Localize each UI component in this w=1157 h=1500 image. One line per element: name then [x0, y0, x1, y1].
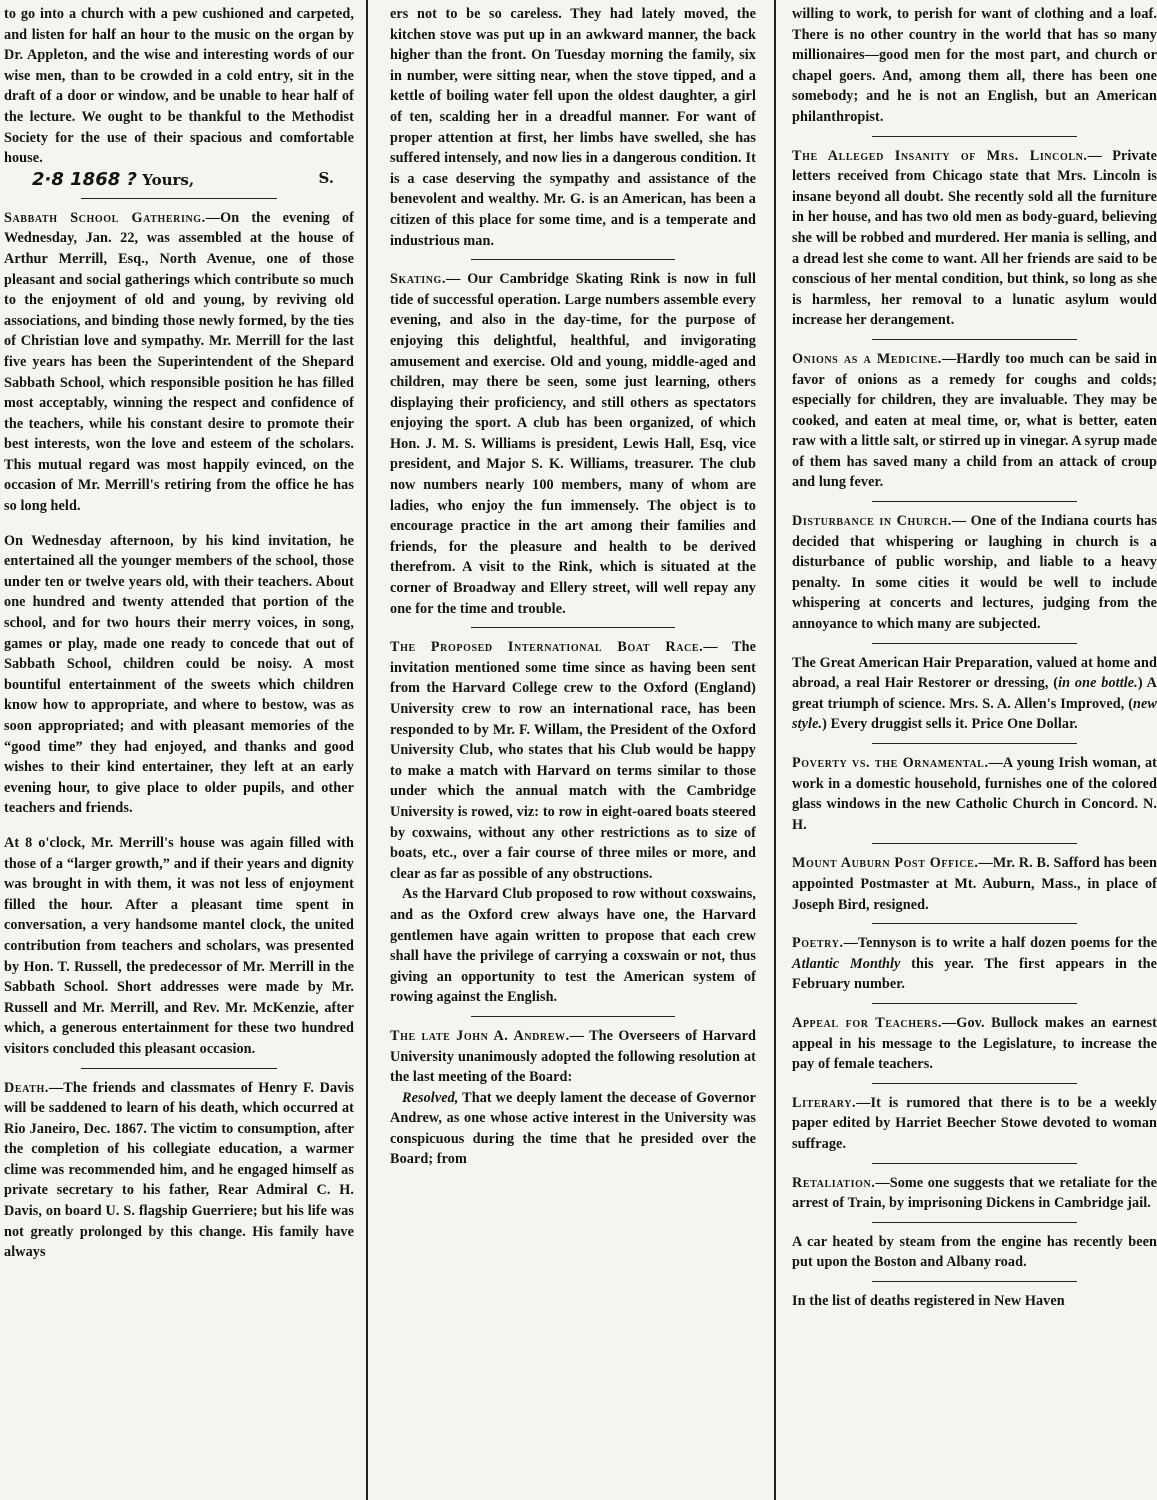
article-heading: Onions as a Medicine.	[792, 350, 942, 367]
article-heading: Retaliation.	[792, 1174, 876, 1191]
article-text: — The Overseers of Harvard University unanimously adopted the following resolution at the last meeting of the Board:	[390, 1027, 756, 1086]
article-separator	[872, 1003, 1076, 1004]
article-text: —A young Irish woman, at work in a domestic household, furnishes one of the colored glass windows in the new Catholic Church in Concord. N. H.	[792, 755, 1157, 833]
article-separator	[471, 259, 676, 260]
article-heading: Sabbath School Gathering.	[4, 209, 206, 226]
signature-line	[4, 169, 354, 190]
article-poetry	[792, 933, 1157, 995]
article-text: At 8 o'clock, Mr. Merrill's house was again filled with those of a “larger growth,” and if their years and dignity was brought in with them, it was not less of enjoyment filled the hour. After a pleasant time spent in conversation, a very handsome mantel clock, the united contribution from teachers and scholars, was presented by Hon. T. Russell, the predecessor of Mr. Merrill in the Sabbath School. Short addresses were made by Mr. Russell and Mr. Merrill, and Rev. Mr. McKenzie, after which, a generous entertainment for these two hundred visitors concluded this pleasant occasion.	[4, 834, 354, 1057]
article-lincoln	[792, 146, 1157, 331]
article-separator	[872, 843, 1076, 844]
article-text: new style.	[792, 695, 1157, 733]
article-text: —Tennyson is to write a half dozen poems for the	[843, 935, 1157, 952]
article-text: —On the evening of Wednesday, Jan. 22, was assembled at the house of Arthur Merrill, Esq., North Avenue, one of those pleasant and social gatherings which contribute so much to the enjoyment of old and young, by reviving old associations, and binding those newly formed, by the ties of Christian love and sympathy. Mr. Merrill for the last five years has been the Superintendent of the Shepard Sabbath School, which responsible position he has filled most acceptably, winning the respect and confidence of the teachers, while his constant desire to promote their best interests, won the love and esteem of the scholars. This mutual regard was most happily evinced, on the occasion of Mr. Merrill's retiring from the office he has so long held.	[4, 209, 354, 515]
article-separator	[872, 1222, 1076, 1223]
column-right	[780, 0, 1157, 1500]
article-separator	[872, 1281, 1076, 1282]
article-text: That we deeply lament the decease of Governor Andrew, as one whose active interest in the University was conspicuous during the time that he presided over the Board; from	[390, 1089, 756, 1168]
article-poverty	[792, 753, 1157, 835]
article-heading: Mount Auburn Post Office.	[792, 855, 979, 872]
article-separator	[872, 1163, 1076, 1164]
article-separator	[872, 643, 1076, 644]
article-skating	[390, 269, 756, 619]
article-text: to go into a church with a pew cushioned and carpeted, and listen for half an hour to the music on the organ by Dr. Appleton, and the wise and interesting words of our wise men, than to be crowded in a cold entry, sit in the draft of a door or window, and be unable to hear half of the lecture. We ought to be thankful to the Methodist Society for the use of their spacious and comfortable house.	[4, 6, 354, 167]
article-separator	[872, 136, 1076, 137]
signature-yours: Yours,	[142, 170, 195, 189]
article-onions	[792, 349, 1157, 493]
article-death	[4, 1078, 354, 1263]
article-retaliation	[792, 1173, 1157, 1214]
article-text: — Our Cambridge Skating Rink is now in full tide of successful operation. Large numbers assemble every evening, and also in the day-time, for the purpose of enjoying this delightful, healthful, and invigorating amusement and exercise. Old and young, middle-aged and children, may there be seen, some just learning, others displaying their proficiency, and still others as spectators enjoying the sport. A club has been organized, of which Hon. J. M. S. Williams is president, Lewis Hall, Esq, vice president, and Major S. K. Williams, treasurer. The club now numbers nearly 100 members, many of whom are ladies, who enjoy the fun immensely. The object is to encourage practice in the art among their families and friends, for the pleasure and health to be derived therefrom. A visit to the Rink, which is situated at the corner of Broadway and Ellery street, will well repay any one for the time and trouble.	[390, 271, 756, 617]
article-separator	[872, 501, 1076, 502]
article-text: — Private letters received from Chicago state that Mrs. Lincoln is insane beyond all doubt. She recently sold all the furniture in her house, and has two old men as body-guard, believing she will be robbed and murdered. Her mania is selling, and a dread lest she come to want. All her friends are said to be conscious of her mental condition, but think, so long as she is harmless, her removal to a lunatic asylum would increase her derangement.	[792, 147, 1157, 329]
article-separator	[81, 198, 277, 199]
article-steam-car	[792, 1232, 1157, 1273]
article-heading: Disturbance in Church.	[792, 513, 952, 530]
article-text: As the Harvard Club proposed to row without coxswains, and as the Oxford crew always have one, the Harvard gentlemen have again written to propose that each crew shall have the privilege of carrying a coxswain or not, thus giving an opportunity to test the American system of rowing against the English.	[390, 886, 756, 1006]
article-text: this year. The first appears in the February number.	[792, 955, 1157, 993]
article-sabbath-school	[4, 208, 354, 1060]
article-text: —Mr. R. B. Safford has been appointed Postmaster at Mt. Auburn, Mass., in place of Joseph Bird, resigned.	[792, 855, 1157, 913]
article-text: — One of the Indiana courts has decided that whispering or laughing in church is a disturbance of public worship, and liable to a heavy penalty. In some cities it would be well to include whispering at concerts and lectures, judging from the annoyance to which many are subjected.	[792, 513, 1157, 633]
article-separator	[872, 1083, 1076, 1084]
article-text: in one bottle.	[1058, 675, 1138, 692]
article-separator	[872, 743, 1076, 744]
article-separator	[471, 627, 676, 628]
article-mount-auburn	[792, 853, 1157, 915]
article-philanthropist	[792, 4, 1157, 128]
article-boat-race	[390, 637, 756, 1008]
article-text: — The invitation mentioned some time since as having been sent from the Harvard College crew to the Oxford (England) University crew to row an international race, has been responded to by Mr. F. Willam, the President of the Oxford University Club, who states that his Club would be happy to make a match with Harvard on terms similar to those under which the annual match with the Cambridge University is rowed, viz: to row in eight-oared boats steered by coxwains, without any other restrictions as to size of boats, etc., over a fair course of three miles or more, and clear as far as possible of any obstructions.	[390, 639, 757, 882]
handwritten-date: 2·8 1868 ?	[32, 168, 137, 190]
article-deaths-list	[792, 1291, 1157, 1312]
article-text: On Wednesday afternoon, by his kind invitation, he entertained all the younger members of the school, those under ten or twelve years old, with their teachers. About one hundred and twenty attended that portion of the school, and for two hours their merry voices, in song, games or play, made one ready to concede that out of Sabbath School, children could be noisy. A most bountiful entertainment of the sweets which children know how to appropriate, and where to bestow, was as soon appropriated; and with pleasant memories of the “good time” they had enjoyed, and thanks and good wishes to their kind entertainer, they left at an early evening hour, to give place to older pupils, and other teachers and friends.	[4, 532, 354, 817]
article-literary	[792, 1093, 1157, 1155]
article-heading: Literary.	[792, 1094, 857, 1111]
article-heading: Poverty vs. the Ornamental.	[792, 755, 989, 771]
article-text: ers not to be so careless. They had lately moved, the kitchen stove was put up in an awkward manner, the back higher than the front. On Tuesday morning the family, six in number, were sitting near, when the stove tipped, and a kettle of boiling water fell upon the oldest daughter, a girl of ten, scalding her in a dreadful manner. For want of proper attention at first, her limbs have swelled, she has suffered intensely, and now lies in a dangerous condition. It is a case deserving the sympathy and assistance of the benevolent and wealthy. Mr. G. is an American, has been a citizen of this place for some time, and is a temperate and industrious man.	[390, 6, 756, 249]
column-middle	[372, 0, 770, 1500]
article-heading: The Alleged Insanity of Mrs. Lincoln.	[792, 147, 1088, 164]
article-disturbance	[792, 511, 1157, 635]
article-text: —Hardly too much can be said in favor of onions as a remedy for coughs and colds; especially for children, they are invaluable. They may be cooked, and eaten at meal time, or, what is better, eaten raw with a little salt, or stirred up in vinegar. A syrup made of them has saved many a child from an attack of croup and lung fever.	[792, 350, 1157, 491]
article-heading: The Proposed International Boat Race.	[390, 639, 704, 656]
article-text: A car heated by steam from the engine has recently been put upon the Boston and Albany road.	[792, 1233, 1157, 1271]
article-text: ) A great triumph of science. Mrs. S. A. Allen's Improved, (	[792, 675, 1157, 712]
resolved-word: Resolved,	[402, 1089, 459, 1106]
article-teachers	[792, 1013, 1157, 1075]
article-heading: The late John A. Andrew.	[390, 1027, 570, 1044]
article-text: willing to work, to perish for want of clothing and a loaf. There is no other country in the world that has so many millionaires—good men for the most part, and church or chapel goers. And, among them all, there has been one somebody; and he is not an English, but an American philanthropist.	[792, 6, 1157, 125]
article-text: In the list of deaths registered in New Haven	[792, 1292, 1065, 1309]
article-text: The Great American Hair Preparation, valued at home and abroad, a real Hair Restorer or dressing, (	[792, 654, 1157, 692]
article-separator	[81, 1068, 277, 1069]
article-heading: Skating.	[390, 271, 447, 288]
column-rule	[366, 0, 368, 1500]
article-separator	[872, 339, 1076, 340]
article-text: —Some one suggests that we retaliate for the arrest of Train, by imprisoning Dickens in Cambridge jail.	[792, 1174, 1157, 1212]
article-text: —It is rumored that there is to be a weekly paper edited by Harriet Beecher Stowe devoted to woman suffrage.	[792, 1094, 1157, 1152]
article-text: ) Every druggist sells it. Price One Dollar.	[822, 716, 1078, 733]
article-separator	[872, 923, 1076, 924]
article-lecture	[4, 4, 354, 169]
article-andrew	[390, 1026, 756, 1170]
article-text: —Gov. Bullock makes an earnest appeal in his message to the Legislature, to increase the pay of female teachers.	[792, 1014, 1157, 1073]
article-separator	[471, 1016, 676, 1017]
advert-hair	[792, 653, 1157, 735]
article-text: Atlantic Monthly	[792, 955, 901, 972]
article-heading: Death.	[4, 1079, 49, 1096]
article-heading: Appeal for Teachers.	[792, 1014, 943, 1031]
signature-initial: S.	[318, 168, 334, 187]
article-stove-accident	[390, 4, 756, 251]
column-left	[0, 0, 362, 1500]
article-text: —The friends and classmates of Henry F. Davis will be saddened to learn of his death, which occurred at Rio Janeiro, Dec. 1867. The victim to consumption, after the completion of his collegiate education, a warmer clime was recommended him, and he engaged himself as private secretary to his father, Rear Admiral C. H. Davis, on board U. S. flagship Guerriere; but his life was not greatly prolonged by this change. His family have always	[4, 1079, 354, 1261]
column-rule	[774, 0, 776, 1500]
article-heading: Poetry.	[792, 935, 844, 952]
